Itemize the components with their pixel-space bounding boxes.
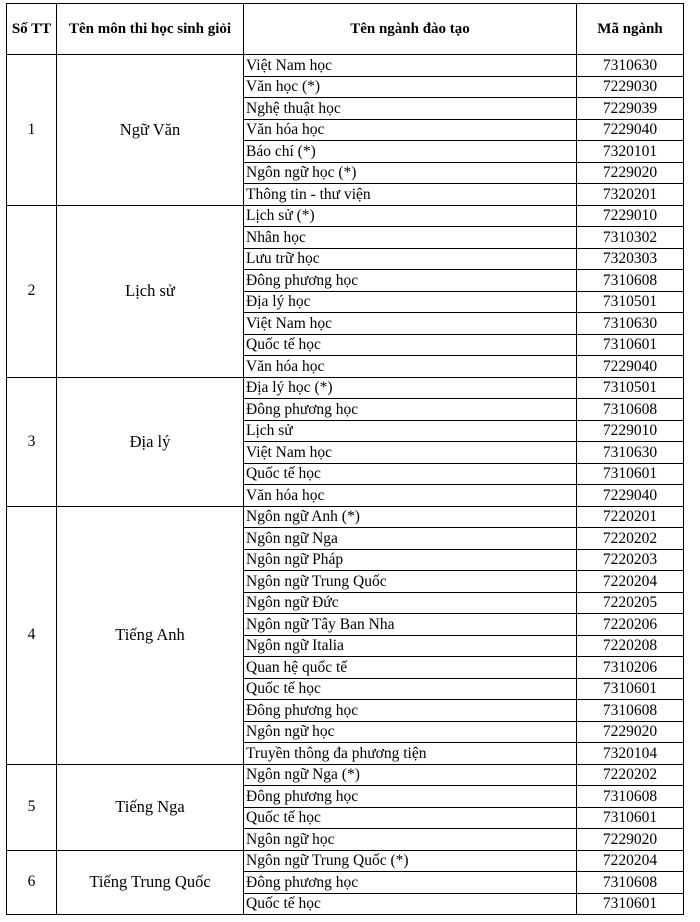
table-row [7,506,684,528]
major-code: 7310630 [577,442,684,464]
major-code: 7310501 [577,291,684,313]
major-name: Việt Nam học [244,313,577,335]
major-name: Ngôn ngữ học [244,829,577,851]
major-name: Đông phương học [244,700,577,722]
header-subject: Tên môn thi học sinh giỏi [57,4,244,55]
major-code: 7229040 [577,485,684,507]
major-code: 7320101 [577,141,684,163]
major-code: 7310601 [577,893,684,915]
table-body [7,55,684,915]
group-number: 2 [7,205,57,377]
major-code: 7220202 [577,764,684,786]
major-name: Đông phương học [244,786,577,808]
major-code: 7310601 [577,463,684,485]
major-name: Quan hệ quốc tế [244,657,577,679]
exam-subject: Tiếng Trung Quốc [57,850,244,915]
major-code: 7310501 [577,377,684,399]
table-row [7,850,684,872]
major-code: 7220204 [577,850,684,872]
major-name: Truyền thông đa phương tiện [244,743,577,765]
major-name: Văn hóa học [244,119,577,141]
major-name: Quốc tế học [244,463,577,485]
major-name: Ngôn ngữ Trung Quốc [244,571,577,593]
major-code: 7220203 [577,549,684,571]
header-stt: Số TT [7,4,57,55]
table-row [7,55,684,77]
major-code: 7220201 [577,506,684,528]
major-name: Địa lý học (*) [244,377,577,399]
major-code: 7229020 [577,829,684,851]
major-name: Thông tin - thư viện [244,184,577,206]
major-code: 7310601 [577,807,684,829]
major-name: Ngôn ngữ Trung Quốc (*) [244,850,577,872]
major-name: Lưu trữ học [244,248,577,270]
major-code: 7220208 [577,635,684,657]
major-code: 7320104 [577,743,684,765]
majors-table [6,3,684,915]
major-code: 7220204 [577,571,684,593]
major-name: Ngôn ngữ Anh (*) [244,506,577,528]
group-number: 5 [7,764,57,850]
major-name: Ngôn ngữ Đức [244,592,577,614]
header-major: Tên ngành đào tạo [244,4,577,55]
major-name: Ngôn ngữ học (*) [244,162,577,184]
major-name: Văn hóa học [244,485,577,507]
major-code: 7310608 [577,872,684,894]
major-name: Ngôn ngữ Nga (*) [244,764,577,786]
header-row [7,4,684,55]
exam-subject: Lịch sử [57,205,244,377]
major-code: 7229010 [577,205,684,227]
major-code: 7220205 [577,592,684,614]
major-code: 7220202 [577,528,684,550]
major-name: Việt Nam học [244,55,577,77]
group-number: 1 [7,55,57,206]
major-code: 7310601 [577,334,684,356]
major-code: 7310206 [577,657,684,679]
major-name: Văn hóa học [244,356,577,378]
major-code: 7229030 [577,76,684,98]
major-code: 7310630 [577,55,684,77]
major-code: 7320201 [577,184,684,206]
major-code: 7310630 [577,313,684,335]
major-name: Quốc tế học [244,893,577,915]
major-name: Văn học (*) [244,76,577,98]
major-code: 7229040 [577,119,684,141]
major-name: Ngôn ngữ học [244,721,577,743]
major-code: 7310608 [577,270,684,292]
major-name: Địa lý học [244,291,577,313]
major-name: Báo chí (*) [244,141,577,163]
major-name: Đông phương học [244,270,577,292]
header-code: Mã ngành [577,4,684,55]
exam-subject: Tiếng Nga [57,764,244,850]
major-code: 7229039 [577,98,684,120]
major-name: Quốc tế học [244,334,577,356]
exam-subject: Tiếng Anh [57,506,244,764]
exam-subject: Ngữ Văn [57,55,244,206]
major-code: 7310601 [577,678,684,700]
major-code: 7310608 [577,786,684,808]
major-name: Quốc tế học [244,678,577,700]
major-name: Ngôn ngữ Italia [244,635,577,657]
major-name: Ngôn ngữ Tây Ban Nha [244,614,577,636]
major-code: 7310608 [577,700,684,722]
major-code: 7229040 [577,356,684,378]
major-code: 7229020 [577,721,684,743]
major-code: 7220206 [577,614,684,636]
table-row [7,205,684,227]
major-name: Lịch sử [244,420,577,442]
major-name: Nghệ thuật học [244,98,577,120]
major-name: Lịch sử (*) [244,205,577,227]
major-name: Nhân học [244,227,577,249]
major-name: Đông phương học [244,399,577,421]
major-code: 7229020 [577,162,684,184]
major-name: Ngôn ngữ Pháp [244,549,577,571]
group-number: 4 [7,506,57,764]
major-code: 7310608 [577,399,684,421]
major-name: Quốc tế học [244,807,577,829]
table-row [7,764,684,786]
major-code: 7229010 [577,420,684,442]
major-code: 7310302 [577,227,684,249]
major-code: 7320303 [577,248,684,270]
group-number: 6 [7,850,57,915]
major-name: Ngôn ngữ Nga [244,528,577,550]
exam-subject: Địa lý [57,377,244,506]
table-row [7,377,684,399]
major-name: Đông phương học [244,872,577,894]
major-name: Việt Nam học [244,442,577,464]
group-number: 3 [7,377,57,506]
